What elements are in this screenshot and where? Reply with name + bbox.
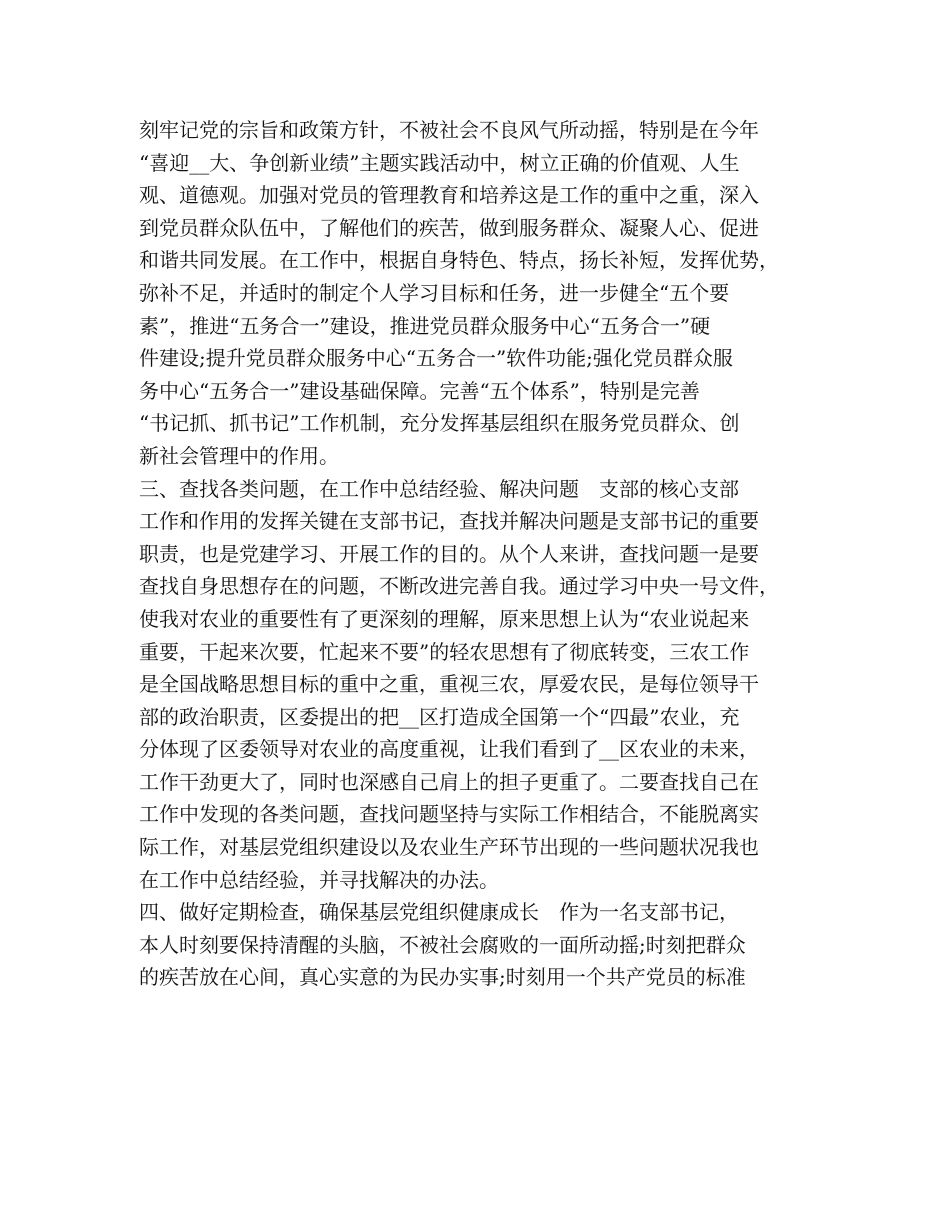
text-line: 素”，推进“五务合一”建设，推进党员群众服务中心“五务合一”硬 <box>139 313 711 338</box>
text-line: “书记抓、抓书记”工作机制，充分发挥基层组织在服务党员群众、创 <box>139 411 740 436</box>
text-line: 工作干劲更大了，同时也深感自己肩上的担子更重了。二要查找自己在 <box>139 769 759 794</box>
text-line: 和谐共同发展。在工作中，根据自身特色、特点，扬长补短，发挥优势， <box>139 248 779 273</box>
text-line: 工作和作用的发挥关键在支部书记，查找并解决问题是支部书记的重要 <box>139 509 759 534</box>
text-line: 职责，也是党建学习、开展工作的目的。从个人来讲，查找问题一是要 <box>139 541 759 566</box>
text-line: 本人时刻要保持清醒的头脑，不被社会腐败的一面所动摇;时刻把群众 <box>139 932 746 957</box>
text-line: 在工作中总结经验，并寻找解决的办法。 <box>139 867 499 892</box>
text-line: “喜迎__大、争创新业绩”主题实践活动中，树立正确的价值观、人生 <box>139 150 740 175</box>
text-line: 使我对农业的重要性有了更深刻的理解，原来思想上认为“农业说起来 <box>139 606 750 631</box>
text-line: 是全国战略思想目标的重中之重，重视三农，厚爱农民，是每位领导干 <box>139 672 759 697</box>
text-line: 新社会管理中的作用。 <box>139 443 339 468</box>
text-line: 到党员群众队伍中，了解他们的疾苦，做到服务群众、凝聚人心、促进 <box>139 215 759 240</box>
text-line: 重要，干起来次要，忙起来不要”的轻农思想有了彻底转变，三农工作 <box>139 639 750 664</box>
text-line: 分体现了区委领导对农业的高度重视，让我们看到了__区农业的未来， <box>139 737 759 762</box>
text-line: 际工作，对基层党组织建设以及农业生产环节出现的一些问题状况我也 <box>139 835 759 860</box>
text-line: 的疾苦放在心间，真心实意的为民办实事;时刻用一个共产党员的标准 <box>139 965 746 990</box>
section-heading-line: 四、做好定期检查，确保基层党组织健康成长 作为一名支部书记， <box>139 900 739 925</box>
text-line: 观、道德观。加强对党员的管理教育和培养这是工作的重中之重，深入 <box>139 183 759 208</box>
text-line: 务中心“五务合一”建设基础保障。完善“五个体系”，特别是完善 <box>139 378 700 403</box>
text-line: 部的政治职责，区委提出的把__区打造成全国第一个“四最”农业，充 <box>139 704 740 729</box>
text-line: 工作中发现的各类问题，查找问题坚持与实际工作相结合，不能脱离实 <box>139 802 759 827</box>
text-line: 件建设;提升党员群众服务中心“五务合一”软件功能;强化党员群众服 <box>139 346 733 371</box>
section-heading-line: 三、查找各类问题，在工作中总结经验、解决问题 支部的核心支部 <box>139 476 739 501</box>
text-line: 刻牢记党的宗旨和政策方针，不被社会不良风气所动摇，特别是在今年 <box>139 118 759 142</box>
document-body-text <box>139 114 829 994</box>
text-line: 弥补不足，并适时的制定个人学习目标和任务，进一步健全“五个要 <box>139 280 730 305</box>
text-line: 查找自身思想存在的问题，不断改进完善自我。通过学习中央一号文件， <box>139 574 779 599</box>
